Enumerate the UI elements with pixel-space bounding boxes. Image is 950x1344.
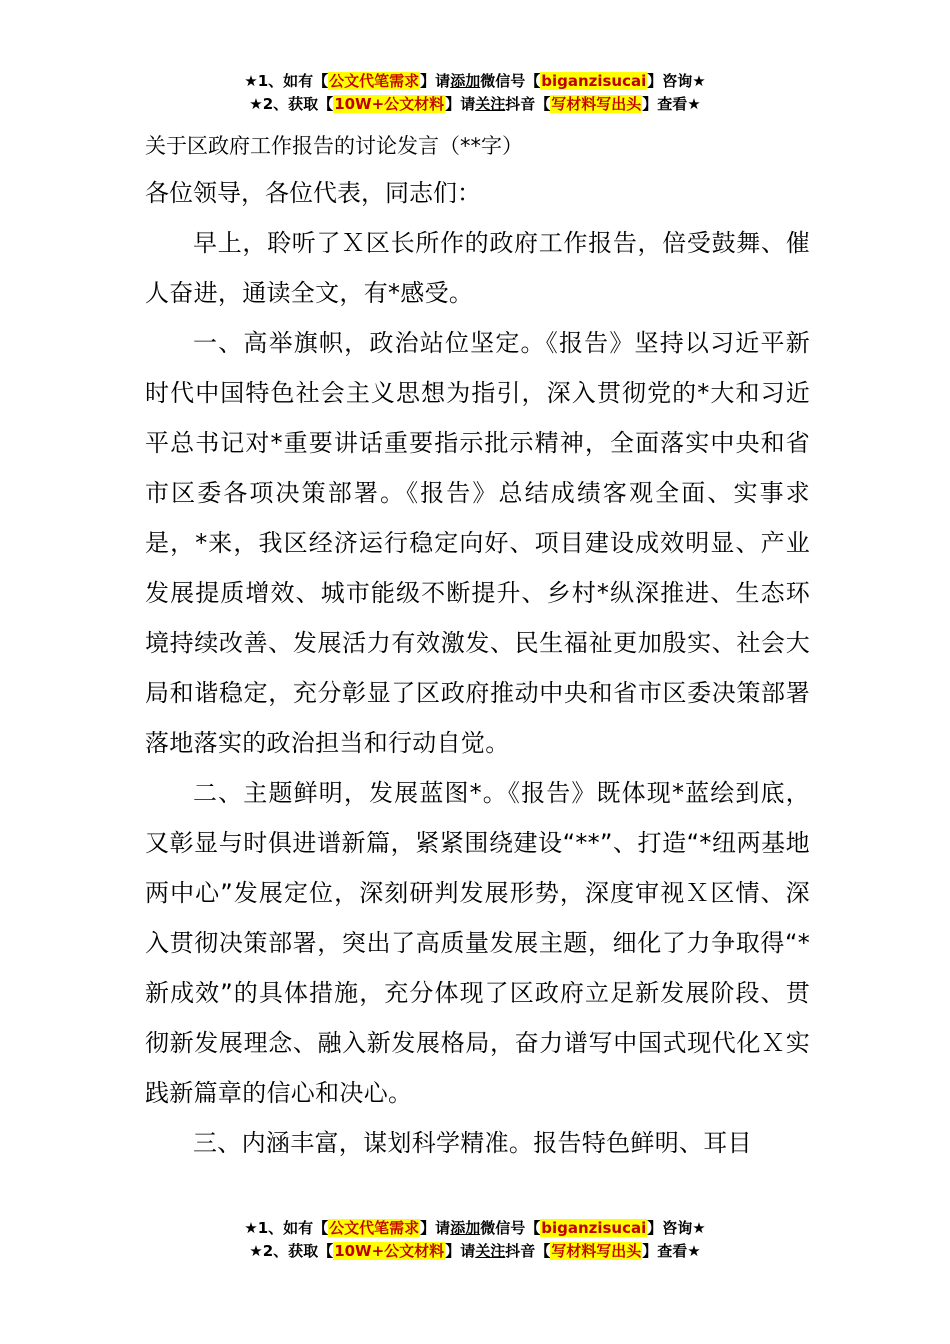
promo-line-1 xyxy=(0,70,950,93)
promo-text: 】请 xyxy=(445,1242,476,1260)
promo-text: ★1、如有【 xyxy=(244,72,329,90)
paragraph: 二、主题鲜明，发展蓝图*。《报告》既体现*蓝绘到底，又彰显与时俱进谱新篇，紧紧围绕建设“**”、打造“*纽两基地两中心”发展定位，深刻研判发展形势，深度审视Ｘ区情、深入贯彻决策部署，突出了高质量发展主题，细化了力争取得“*新成效”的具体措施，充分体现了区政府立足新发展阶段、贯彻新发展理念、融入新发展格局，奋力谱写中国式现代化Ｘ实践新篇章的信心和决心。 xyxy=(145,779,811,1107)
promo-line-1 xyxy=(0,1217,950,1240)
promo-banner-top xyxy=(0,70,950,116)
promo-text: 微信号【 xyxy=(480,1219,541,1237)
promo-text: 抖音【 xyxy=(505,95,551,113)
promo-highlight: 写材料写出头 xyxy=(551,1242,642,1260)
salutation: 各位领导，各位代表，同志们： xyxy=(145,179,481,207)
document-title: 关于区政府工作报告的讨论发言（**字） xyxy=(145,134,523,158)
document-body xyxy=(145,124,810,1168)
promo-banner-bottom xyxy=(0,1217,950,1263)
promo-highlight: 10W+公文材料 xyxy=(334,95,445,113)
promo-highlight: 10W+公文材料 xyxy=(334,1242,445,1260)
promo-text: 】请 xyxy=(420,1219,451,1237)
promo-highlight: biganzisucai xyxy=(541,1219,647,1237)
promo-highlight: 公文代笔需求 xyxy=(329,72,420,90)
promo-underlined: 添加 xyxy=(450,72,481,90)
promo-line-2 xyxy=(0,93,950,116)
promo-text: 】查看★ xyxy=(642,1242,701,1260)
promo-text: ★1、如有【 xyxy=(244,1219,329,1237)
promo-underlined: 添加 xyxy=(450,1219,481,1237)
promo-text: 抖音【 xyxy=(505,1242,551,1260)
promo-text: 】请 xyxy=(445,95,476,113)
paragraph: 三、内涵丰富，谋划科学精准。报告特色鲜明、耳目 xyxy=(193,1129,752,1157)
promo-text: 】查看★ xyxy=(642,95,701,113)
promo-highlight: biganzisucai xyxy=(541,72,647,90)
promo-highlight: 公文代笔需求 xyxy=(329,1219,420,1237)
promo-line-2 xyxy=(0,1240,950,1263)
promo-text: ★2、获取【 xyxy=(249,95,334,113)
promo-text: 】咨询★ xyxy=(647,1219,706,1237)
promo-text: 】咨询★ xyxy=(647,72,706,90)
paragraph: 一、高举旗帜，政治站位坚定。《报告》坚持以习近平新时代中国特色社会主义思想为指引，深入贯彻党的*大和习近平总书记对*重要讲话重要指示批示精神，全面落实中央和省市区委各项决策部署。《报告》总结成绩客观全面、实事求是，*来，我区经济运行稳定向好、项目建设成效明显、产业发展提质增效、城市能级不断提升、乡村*纵深推进、生态环境持续改善、发展活力有效激发、民生福祉更加殷实、社会大局和谐稳定，充分彰显了区政府推动中央和省市区委决策部署落地落实的政治担当和行动自觉。 xyxy=(145,329,810,757)
promo-highlight: 写材料写出头 xyxy=(551,95,642,113)
paragraph: 早上，聆听了Ｘ区长所作的政府工作报告，倍受鼓舞、催人奋进，通读全文，有*感受。 xyxy=(145,229,810,307)
promo-underlined: 关注 xyxy=(475,1242,506,1260)
promo-text: 微信号【 xyxy=(480,72,541,90)
promo-underlined: 关注 xyxy=(475,95,506,113)
promo-text: ★2、获取【 xyxy=(249,1242,334,1260)
promo-text: 】请 xyxy=(420,72,451,90)
